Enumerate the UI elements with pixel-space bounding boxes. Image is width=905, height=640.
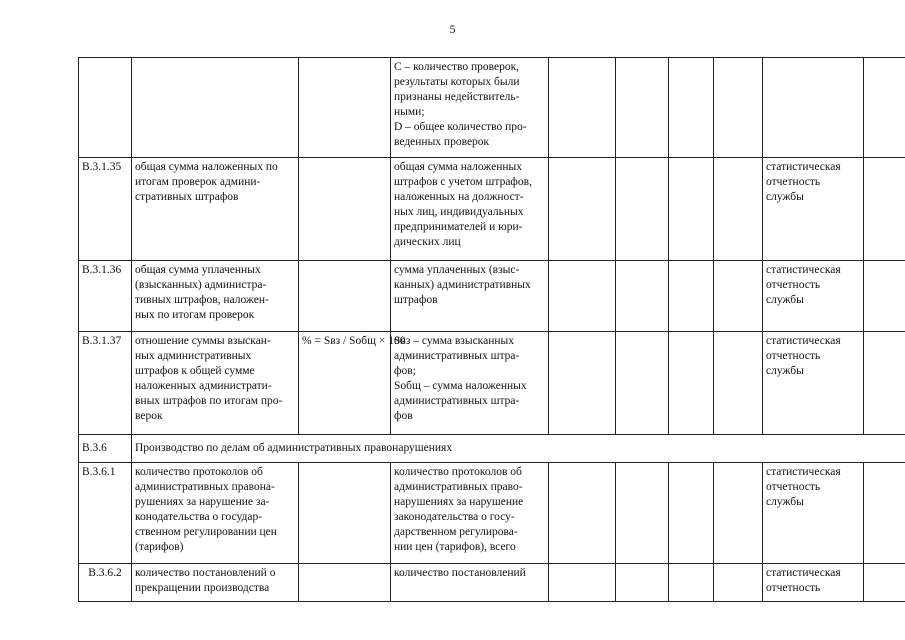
table-row [79, 463, 905, 564]
empty-cell [669, 158, 714, 261]
section-row [79, 435, 905, 463]
empty-cell [669, 58, 714, 158]
empty-cell [549, 158, 616, 261]
indicator-description: общая сумма наложенных штрафов с учетом штрафов, наложенных на должност- ных лиц, индивидуальных предпринимателей и юри- дических лиц [391, 158, 549, 261]
indicator-description: количество протоколов об административных право- нарушениях за нарушение законодательства о госу- дарственном регулирова- нии цен (тарифов), всего [391, 463, 549, 564]
indicator-formula [299, 158, 391, 261]
indicator-source: статистическая отчетность [763, 564, 864, 602]
indicator-formula [299, 463, 391, 564]
indicator-source: статистическая отчетность службы [763, 261, 864, 332]
indicator-formula [299, 58, 391, 158]
empty-cell [864, 564, 905, 602]
empty-cell [549, 58, 616, 158]
indicator-formula [299, 564, 391, 602]
empty-cell [714, 58, 763, 158]
table-row [79, 261, 905, 332]
indicator-source [763, 58, 864, 158]
indicator-source: статистическая отчетность службы [763, 158, 864, 261]
empty-cell [864, 332, 905, 435]
indicator-code [79, 58, 132, 158]
indicator-name: отношение суммы взыскан- ных административных штрафов к общей сумме наложенных администрати- вных штрафов по итогам про- верок [132, 332, 299, 435]
empty-cell [714, 463, 763, 564]
empty-cell [864, 463, 905, 564]
table-row [79, 564, 905, 602]
empty-cell [616, 463, 669, 564]
indicator-formula: % = Sвз / Sобщ × 100 [299, 332, 391, 435]
indicator-source: статистическая отчетность службы [763, 332, 864, 435]
empty-cell [864, 158, 905, 261]
empty-cell [616, 564, 669, 602]
indicator-code: В.3.6.2 [79, 564, 132, 602]
indicator-description: C – количество проверок, результаты которых были признаны недействитель- ными; D – общее количество про- веденных проверок [391, 58, 549, 158]
indicator-code: В.3.1.37 [79, 332, 132, 435]
indicator-description: сумма уплаченных (взыс- канных) административных штрафов [391, 261, 549, 332]
empty-cell [549, 463, 616, 564]
indicator-code: В.3.1.36 [79, 261, 132, 332]
empty-cell [669, 564, 714, 602]
empty-cell [616, 332, 669, 435]
indicator-code: В.3.1.35 [79, 158, 132, 261]
empty-cell [669, 463, 714, 564]
empty-cell [616, 261, 669, 332]
empty-cell [549, 261, 616, 332]
empty-cell [669, 261, 714, 332]
empty-cell [669, 332, 714, 435]
section-title: Производство по делам об административных правонарушениях [132, 435, 905, 463]
indicator-source: статистическая отчетность службы [763, 463, 864, 564]
indicator-description: Sвз – сумма взысканных административных штра- фов; Sобщ – сумма наложенных административных штра- фов [391, 332, 549, 435]
empty-cell [616, 58, 669, 158]
table-row [79, 332, 905, 435]
table-row [79, 158, 905, 261]
empty-cell [616, 158, 669, 261]
indicator-formula [299, 261, 391, 332]
empty-cell [549, 332, 616, 435]
indicator-name [132, 58, 299, 158]
empty-cell [714, 564, 763, 602]
indicator-description: количество постановлений [391, 564, 549, 602]
section-code: В.3.6 [79, 435, 132, 463]
page-number: 5 [449, 22, 456, 36]
empty-cell [714, 261, 763, 332]
table-row [79, 58, 905, 158]
empty-cell [714, 158, 763, 261]
indicators-table [78, 57, 905, 602]
indicator-name: общая сумма наложенных по итогам проверок админи- стративных штрафов [132, 158, 299, 261]
indicator-code: В.3.6.1 [79, 463, 132, 564]
indicator-name: общая сумма уплаченных (взысканных) администра- тивных штрафов, наложен- ных по итогам проверок [132, 261, 299, 332]
empty-cell [864, 58, 905, 158]
indicator-name: количество постановлений о прекращении производства [132, 564, 299, 602]
empty-cell [864, 261, 905, 332]
indicator-name: количество протоколов об административных правона- рушениях за нарушение за- конодательства о государ- ственном регулировании цен (тарифов) [132, 463, 299, 564]
empty-cell [714, 332, 763, 435]
empty-cell [549, 564, 616, 602]
